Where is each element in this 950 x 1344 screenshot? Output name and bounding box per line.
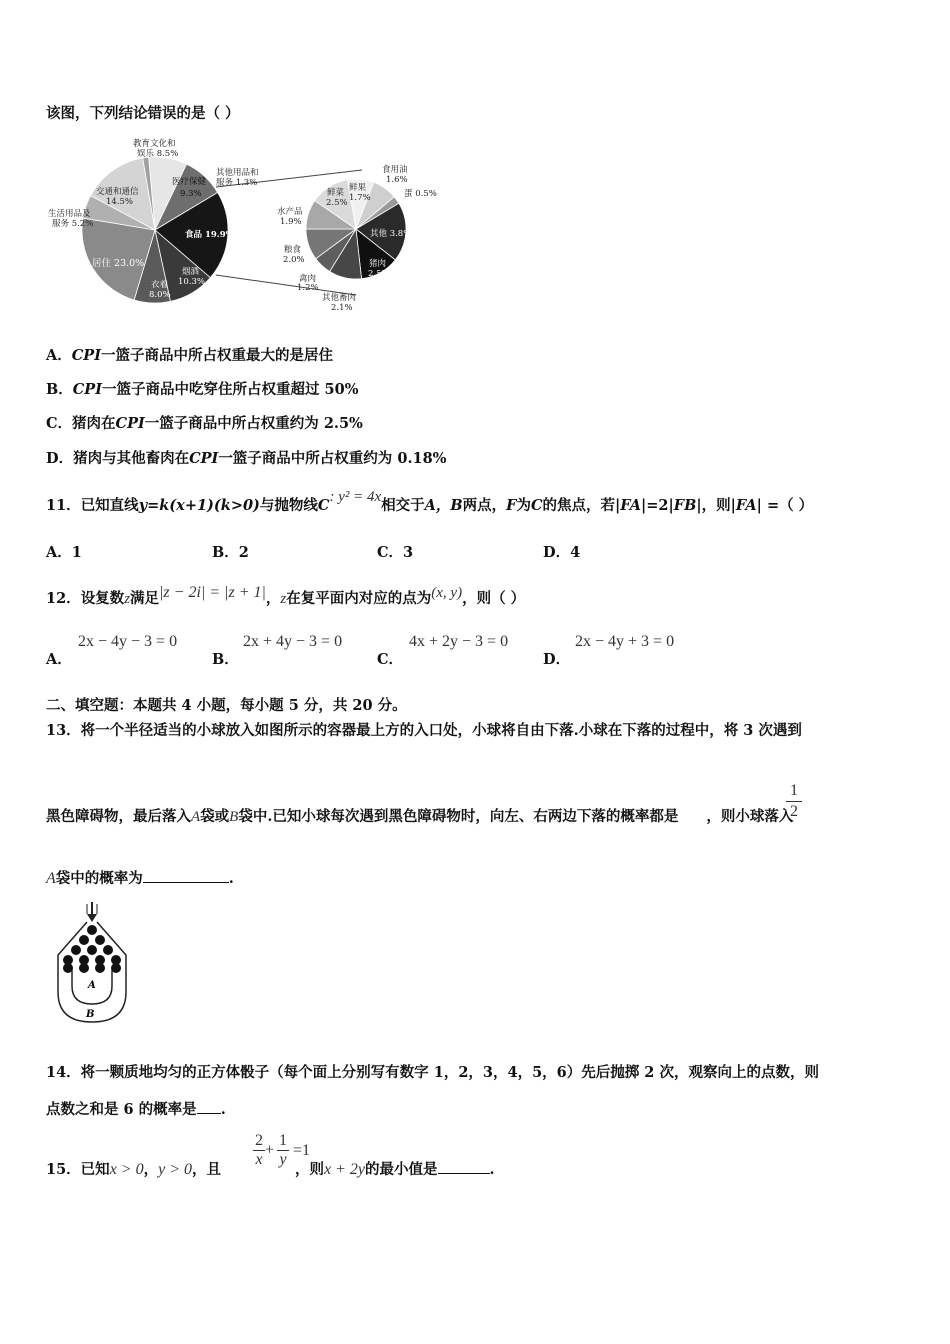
food-label-other-meat: 其他畜肉 2.1% (322, 293, 357, 313)
q10-option-d[interactable]: D．猪肉与其他畜肉在CPI一篮子商品中所占权重约为 0.18% (46, 450, 447, 467)
bag-b-label: B (86, 1009, 95, 1020)
q11-option-c[interactable]: C．3 (377, 544, 414, 561)
food-label-other: 其他 3.8% (370, 229, 412, 239)
q11-stem: 11．已知直线y=k(x+1)(k>0)与抛物线C: y² = 4x相交于A，B两点，F为C的焦点，若|FA|=2|FB|，则|FA| =（ ） (46, 489, 814, 514)
obstacle-ball-11 (79, 963, 89, 973)
q13-frac-num: 1 (790, 782, 798, 799)
q13-line-3: A袋中的概率为 . (46, 870, 234, 887)
obstacle-ball-4 (87, 945, 97, 955)
pie-label-other-goods: 其他用品和服务 1.3% (216, 168, 259, 188)
q13-answer-blank[interactable] (143, 882, 229, 883)
question-intro: 该图，下列结论错误的是（ ） (46, 105, 240, 122)
pie-label-tobacco: 烟酒 10.3% (178, 267, 206, 287)
q10-option-b[interactable]: B．CPI一篮子商品中吃穿住所占权重超过 50% (46, 381, 359, 398)
q15-expr: x + 2y (324, 1161, 365, 1178)
q12-option-a-eq: 2x − 4y − 3 = 0 (78, 633, 178, 650)
q15-constraint: $\frac{2}{x}$ + $\frac{1}{y}$ =1 (255, 1132, 311, 1168)
pie-label-transport: 交通和通信 14.5% (96, 187, 139, 207)
pie-label-daily-goods: 生活用品及服务 5.2% (48, 209, 94, 229)
food-label-fruit: 鲜果 1.7% (349, 183, 371, 203)
food-label-grain: 粮食 2.0% (283, 245, 305, 265)
pie-label-medical: 医疗保健 9.3% (172, 177, 207, 199)
q13-frac-den: 2 (790, 803, 798, 820)
pie-label-clothing: 衣着 8.0% (149, 280, 171, 300)
q12-option-d-eq: 2x − 4y + 3 = 0 (575, 633, 675, 650)
pie-label-housing: 居住 23.0% (92, 258, 145, 269)
entry-arrow-icon (87, 902, 97, 922)
q12-option-c-eq: 4x + 2y − 3 = 0 (409, 633, 509, 650)
obstacle-ball-3 (71, 945, 81, 955)
q12-option-b-eq: 2x + 4y − 3 = 0 (243, 633, 343, 650)
obstacle-balls (63, 925, 121, 973)
cpi-pie-chart (40, 132, 460, 317)
section-2-heading: 二、填空题：本题共 4 小题，每小题 5 分，共 20 分。 (46, 697, 407, 714)
obstacle-ball-1 (79, 935, 89, 945)
q13-line-2: 黑色障碍物，最后落入A袋或B袋中.已知小球每次遇到黑色障碍物时，向左、右两边下落的概率都是 ，则小球落入 (46, 808, 794, 825)
food-label-pork: 猪肉 2.5% (368, 259, 390, 279)
obstacle-ball-0 (87, 925, 97, 935)
food-label-egg: 蛋 0.5% (404, 189, 437, 199)
q11-option-b[interactable]: B．2 (212, 544, 249, 561)
pie-label-education: 教育文化和娱乐 8.5% (133, 139, 179, 159)
obstacle-ball-12 (95, 963, 105, 973)
food-label-poultry: 禽肉 1.2% (297, 274, 319, 293)
q15-answer-blank[interactable] (438, 1173, 490, 1174)
q15-cond-x: x > 0 (109, 1161, 144, 1178)
q10-option-a[interactable]: A．CPI一篮子商品中所占权重最大的是居住 (46, 347, 333, 364)
q11-option-d[interactable]: D．4 (543, 544, 581, 561)
obstacle-ball-2 (95, 935, 105, 945)
q12-option-a[interactable]: A． (46, 651, 72, 668)
q10-option-c[interactable]: C．猪肉在CPI一篮子商品中所占权重约为 2.5% (46, 415, 363, 432)
q12-stem: 12．设复数z满足|z − 2i| = |z + 1|，z在复平面内对应的点为(x, y)，则（ ） (46, 584, 526, 607)
galton-box-figure (52, 900, 137, 1030)
q15-stem: 15．已知x > 0，y > 0，且 ，则x + 2y的最小值是 . (46, 1161, 495, 1178)
connector-bottom (216, 275, 356, 295)
q12-option-b[interactable]: B． (212, 651, 239, 668)
q14-line-2: 点数之和是 6 的概率是 . (46, 1101, 226, 1118)
q12-option-c[interactable]: C． (377, 651, 404, 668)
q13-line-1: 13．将一个半径适当的小球放入如图所示的容器最上方的入口处，小球将自由下落.小球在下落的过程中，将 3 次遇到 (46, 722, 802, 739)
q14-answer-blank[interactable] (197, 1113, 221, 1114)
obstacle-ball-5 (103, 945, 113, 955)
q14-line-1: 14．将一颗质地均匀的正方体骰子（每个面上分别写有数字 1，2，3，4，5，6）先后抛掷 2 次，观察向上的点数，则 (46, 1064, 819, 1081)
q15-cond-y: y > 0 (158, 1161, 192, 1178)
q12-option-d[interactable]: D． (543, 651, 571, 668)
food-label-veg: 鲜菜 2.5% (326, 188, 348, 208)
pie-label-food: 食品 19.9% (185, 230, 234, 240)
q11-option-a[interactable]: A．1 (46, 544, 82, 561)
bag-a-label: A (88, 980, 96, 991)
food-label-aquatic: 水产品 1.9% (277, 207, 303, 227)
q13-fraction (786, 782, 802, 821)
food-label-oil: 食用油 1.6% (382, 165, 408, 185)
